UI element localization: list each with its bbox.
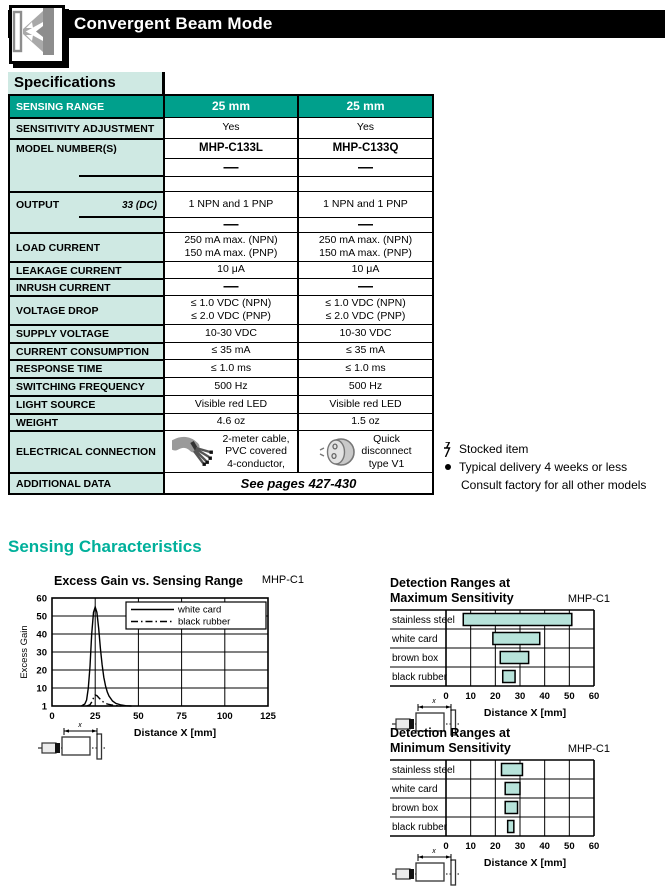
detection-min-chart-title bbox=[390, 726, 616, 756]
chart-title-line2: Maximum Sensitivity bbox=[390, 591, 514, 605]
chart-model-label: MHP-C1 bbox=[567, 742, 610, 755]
svg-text:x: x bbox=[432, 698, 436, 705]
spec-cell: — bbox=[165, 278, 299, 295]
excess-gain-chart-title bbox=[18, 574, 308, 588]
chart-title-text: Excess Gain vs. Sensing Range bbox=[54, 574, 243, 588]
spec-cell: 10 μA bbox=[299, 261, 432, 278]
spec-cell: ≤ 1.0 VDC (NPN) ≤ 2.0 VDC (PNP) bbox=[165, 295, 299, 324]
y-tick-label: 30 bbox=[36, 647, 47, 659]
table-row bbox=[10, 413, 432, 430]
spec-cell: 1 NPN and 1 PNP bbox=[299, 191, 432, 217]
x-tick-label: 50 bbox=[564, 841, 575, 852]
spec-row-label bbox=[10, 342, 165, 359]
y-tick-label: 1 bbox=[41, 701, 47, 713]
row-label-text: SENSITIVITY ADJUSTMENT bbox=[16, 122, 155, 135]
row-label-text: SWITCHING FREQUENCY bbox=[16, 381, 145, 393]
note-line bbox=[444, 458, 669, 476]
x-tick-label: 0 bbox=[443, 841, 449, 852]
spec-row-label bbox=[10, 472, 165, 493]
row-label-text: WEIGHT bbox=[16, 416, 58, 429]
spec-cell: 10 μA bbox=[165, 261, 299, 278]
spec-cell: — bbox=[165, 158, 299, 176]
range-bar-white-card bbox=[505, 783, 520, 795]
range-bar-white-card bbox=[493, 633, 540, 645]
spec-row-label bbox=[10, 278, 165, 295]
category-label: white card bbox=[392, 784, 438, 795]
series-white-card bbox=[81, 607, 131, 706]
range-bar-brown-box bbox=[500, 652, 528, 664]
table-row bbox=[10, 342, 432, 359]
excess-gain-chart-block bbox=[18, 574, 310, 769]
table-row bbox=[10, 295, 432, 324]
row-label-text: ELECTRICAL CONNECTION bbox=[16, 446, 156, 458]
range-bar-stainless-steel bbox=[502, 764, 523, 776]
spec-row-label bbox=[10, 158, 165, 176]
y-tick-label: 60 bbox=[36, 593, 47, 605]
x-tick-label: 10 bbox=[465, 691, 476, 702]
detection-max-chart-block bbox=[390, 576, 622, 746]
spec-cell: 25 mm bbox=[299, 96, 432, 117]
x-tick-label: 40 bbox=[539, 841, 550, 852]
x-tick-label: 30 bbox=[514, 691, 526, 702]
detection-min-chart-block bbox=[390, 726, 622, 896]
spec-row-label bbox=[10, 232, 165, 261]
spec-cell: ≤ 35 mA bbox=[165, 342, 299, 359]
spec-cell: MHP-C133Q bbox=[299, 138, 432, 158]
detection-max-chart-title bbox=[390, 576, 616, 606]
table-row bbox=[10, 217, 432, 232]
cable-icon bbox=[172, 435, 218, 469]
spec-cell: 1 NPN and 1 PNP bbox=[165, 191, 299, 217]
category-label: black rubber bbox=[392, 822, 448, 833]
spec-row-label bbox=[10, 96, 165, 117]
table-row bbox=[10, 176, 432, 191]
spec-cell: 25 mm bbox=[165, 96, 299, 117]
row-label-text: SENSING RANGE bbox=[16, 100, 105, 113]
x-tick-label: 60 bbox=[588, 841, 600, 852]
spec-cell: — bbox=[299, 217, 432, 232]
spec-cell: 500 Hz bbox=[165, 377, 299, 395]
table-row bbox=[10, 359, 432, 377]
x-tick-label: 75 bbox=[176, 711, 187, 722]
x-tick-label: 40 bbox=[539, 691, 550, 702]
specifications-table bbox=[8, 94, 434, 495]
spec-cell: 500 Hz bbox=[299, 377, 432, 395]
range-bar-stainless-steel bbox=[463, 614, 572, 626]
legend-label: black rubber bbox=[178, 616, 231, 628]
spec-row-label bbox=[10, 359, 165, 377]
spec-row-label bbox=[10, 395, 165, 413]
table-row bbox=[10, 158, 432, 176]
table-row bbox=[10, 138, 432, 158]
spec-cell bbox=[165, 430, 299, 472]
detection-min-chart bbox=[390, 756, 622, 891]
spec-cell: Yes bbox=[165, 117, 299, 138]
spec-cell: ≤ 1.0 ms bbox=[165, 359, 299, 377]
x-tick-label: 50 bbox=[133, 711, 144, 722]
label-subdivider-line bbox=[79, 175, 163, 177]
spec-cell: Visible red LED bbox=[165, 395, 299, 413]
spec-cell: — bbox=[299, 278, 432, 295]
note-text: Stocked item bbox=[459, 442, 529, 456]
category-label: white card bbox=[392, 634, 438, 645]
row-label-text: ADDITIONAL DATA bbox=[16, 477, 112, 490]
row-label-text: VOLTAGE DROP bbox=[16, 304, 99, 317]
sensing-characteristics-heading: Sensing Characteristics bbox=[8, 537, 202, 556]
note-text: Typical delivery 4 weeks or less bbox=[459, 460, 628, 474]
x-tick-label: 60 bbox=[588, 691, 600, 702]
stocking-notes bbox=[444, 440, 669, 494]
sensor-target-icon bbox=[38, 722, 106, 759]
row-label-text: INRUSH CURRENT bbox=[16, 281, 111, 294]
chart-model-label: MHP-C1 bbox=[567, 592, 610, 605]
x-tick-label: 50 bbox=[564, 691, 575, 702]
spec-cell: ≤ 35 mA bbox=[299, 342, 432, 359]
detection-max-chart bbox=[390, 606, 622, 741]
spec-row-label bbox=[10, 430, 165, 472]
chart-title-line1: Detection Ranges at bbox=[390, 576, 511, 590]
table-row bbox=[10, 232, 432, 261]
connection-text: 2-meter cable, PVC covered 4-conductor, bbox=[222, 432, 290, 470]
note-text: Consult factory for all other models bbox=[461, 478, 647, 492]
row-label-text: SUPPLY VOLTAGE bbox=[16, 328, 109, 340]
y-tick-label: 40 bbox=[36, 629, 47, 641]
x-tick-label: 0 bbox=[443, 691, 449, 702]
spec-cell: 10-30 VDC bbox=[165, 324, 299, 342]
bullet-icon bbox=[444, 463, 452, 471]
spec-cell bbox=[299, 430, 432, 472]
series-black-rubber bbox=[87, 695, 122, 706]
svg-text:x: x bbox=[432, 848, 436, 855]
excess-gain-chart bbox=[18, 588, 310, 764]
x-tick-label: 100 bbox=[216, 711, 233, 722]
legend-label: white card bbox=[178, 604, 222, 616]
y-tick-label: 50 bbox=[36, 611, 47, 623]
spec-cell: 250 mA max. (NPN) 150 mA max. (PNP) bbox=[299, 232, 432, 261]
x-tick-label: 0 bbox=[49, 711, 55, 722]
category-label: brown box bbox=[392, 653, 439, 664]
x-tick-label: 20 bbox=[490, 841, 501, 852]
table-row bbox=[10, 377, 432, 395]
spec-row-label bbox=[10, 138, 165, 158]
table-row bbox=[10, 96, 432, 117]
x-tick-label: 30 bbox=[514, 841, 526, 852]
spec-row-label bbox=[10, 413, 165, 430]
spec-cell: 1.5 oz bbox=[299, 413, 432, 430]
sensor-target-icon bbox=[392, 848, 460, 885]
spec-row-label bbox=[10, 117, 165, 138]
range-bar-black-rubber bbox=[503, 671, 515, 683]
spec-row-label bbox=[10, 217, 165, 232]
table-row bbox=[10, 278, 432, 295]
x-tick-label: 125 bbox=[260, 711, 276, 722]
spec-cell: 4.6 oz bbox=[165, 413, 299, 430]
spec-cell: Visible red LED bbox=[299, 395, 432, 413]
spec-row-label bbox=[10, 377, 165, 395]
spec-row-label bbox=[10, 191, 165, 217]
row-label-text: LIGHT SOURCE bbox=[16, 399, 96, 411]
table-row bbox=[10, 472, 432, 493]
y-axis-label: Excess Gain bbox=[19, 625, 30, 679]
row-label-text: LOAD CURRENT bbox=[16, 241, 100, 254]
y-tick-label: 10 bbox=[36, 683, 47, 695]
spec-span-cell: See pages 427-430 bbox=[165, 472, 432, 493]
x-axis-label: Distance X [mm] bbox=[483, 857, 567, 869]
x-tick-label: 10 bbox=[465, 841, 476, 852]
chart-model-label: MHP-C1 bbox=[261, 574, 304, 586]
page-title-bar bbox=[8, 10, 665, 38]
page-title: Convergent Beam Mode bbox=[74, 14, 273, 33]
spec-row-label bbox=[10, 324, 165, 342]
quick-disconnect-icon bbox=[319, 435, 357, 469]
spec-cell: MHP-C133L bbox=[165, 138, 299, 158]
x-tick-label: 25 bbox=[89, 711, 101, 722]
svg-text:x: x bbox=[78, 722, 82, 729]
connection-text: Quick disconnect type V1 bbox=[361, 432, 412, 470]
lightning-bolt-icon bbox=[444, 442, 452, 457]
spec-row-label bbox=[10, 295, 165, 324]
spec-cell: ≤ 1.0 VDC (NPN) ≤ 2.0 VDC (PNP) bbox=[299, 295, 432, 324]
spec-cell: Yes bbox=[299, 117, 432, 138]
category-label: stainless steel bbox=[392, 765, 455, 776]
range-bar-black-rubber bbox=[508, 821, 514, 833]
spec-row-label bbox=[10, 261, 165, 278]
table-row bbox=[10, 191, 432, 217]
spec-cell: — bbox=[299, 158, 432, 176]
range-bar-brown-box bbox=[505, 802, 517, 814]
x-axis-label: Distance X [mm] bbox=[133, 727, 217, 739]
convergent-beam-mode-icon bbox=[9, 5, 65, 64]
table-row bbox=[10, 261, 432, 278]
specifications-heading: Specifications bbox=[8, 72, 165, 94]
row-label-text: CURRENT CONSUMPTION bbox=[16, 345, 149, 358]
label-subdivider-line bbox=[79, 216, 163, 218]
row-label-text: MODEL NUMBER(S) bbox=[16, 143, 117, 155]
spec-cell bbox=[165, 176, 299, 191]
x-tick-label: 20 bbox=[490, 691, 501, 702]
spec-cell bbox=[299, 176, 432, 191]
row-label-text: LEAKAGE CURRENT bbox=[16, 264, 122, 277]
note-line bbox=[444, 476, 669, 494]
chart-title-line1: Detection Ranges at bbox=[390, 726, 511, 740]
row-label-text: RESPONSE TIME bbox=[16, 363, 103, 375]
table-row bbox=[10, 324, 432, 342]
spec-cell: — bbox=[165, 217, 299, 232]
note-line bbox=[444, 440, 669, 458]
category-label: brown box bbox=[392, 803, 439, 814]
category-label: black rubber bbox=[392, 672, 448, 683]
y-tick-label: 20 bbox=[36, 665, 47, 677]
chart-title-line2: Minimum Sensitivity bbox=[390, 741, 511, 755]
spec-cell: 10-30 VDC bbox=[299, 324, 432, 342]
row-label-note: 33 (DC) bbox=[121, 199, 157, 211]
spec-row-label bbox=[10, 176, 165, 191]
table-row bbox=[10, 430, 432, 472]
spec-cell: 250 mA max. (NPN) 150 mA max. (PNP) bbox=[165, 232, 299, 261]
x-axis-label: Distance X [mm] bbox=[483, 707, 567, 719]
table-row bbox=[10, 395, 432, 413]
spec-cell: ≤ 1.0 ms bbox=[299, 359, 432, 377]
row-label-text: OUTPUT bbox=[16, 199, 60, 211]
table-row bbox=[10, 117, 432, 138]
category-label: stainless steel bbox=[392, 615, 455, 626]
